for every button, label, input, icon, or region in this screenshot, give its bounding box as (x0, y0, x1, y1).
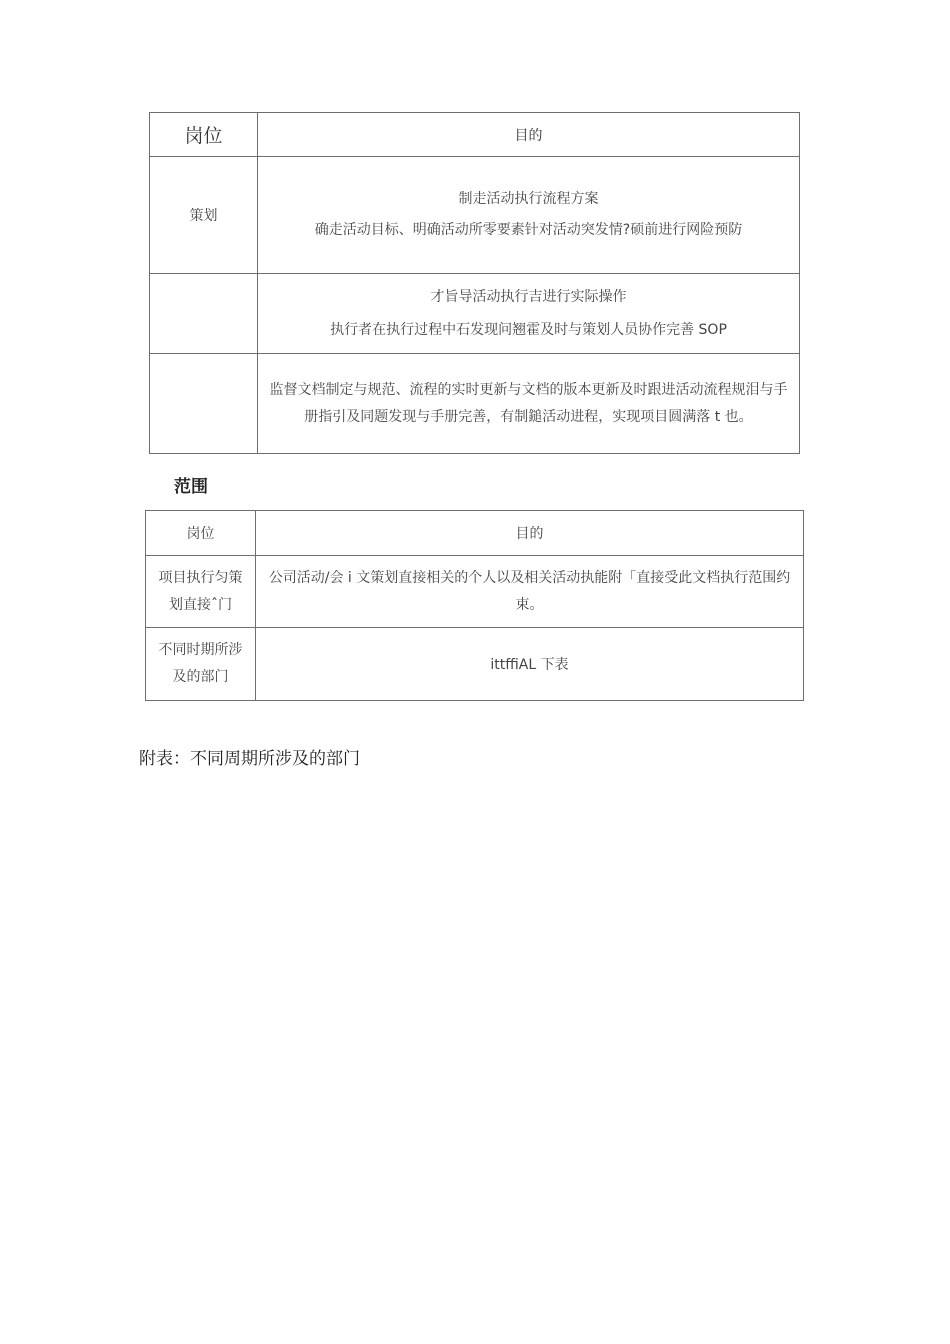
purpose-cell (258, 354, 800, 454)
purpose-cell (258, 157, 800, 274)
header-purpose: 目的 (258, 113, 800, 157)
role-cell (150, 274, 258, 354)
responsibility-table (149, 112, 800, 454)
table-header-row (150, 113, 800, 157)
purpose-text: 公司活动/会 i 文策划直接相关的个人以及相关活动执能附「直接受此文档执行范围约束。 (268, 569, 791, 613)
purpose-cell (258, 274, 800, 354)
section-heading-scope: 范围 (174, 477, 208, 497)
table-row (150, 274, 800, 354)
purpose-cell: ittffiAL 下表 (256, 628, 804, 701)
table-row (150, 157, 800, 274)
header-role: 岗位 (146, 511, 256, 556)
role-cell (150, 354, 258, 454)
role-cell (146, 628, 256, 701)
role-cell: 策划 (150, 157, 258, 274)
header-role: 岗位 (150, 113, 258, 157)
purpose-line: 制走活动执行流程方案 (458, 191, 599, 208)
purpose-cell (256, 556, 804, 628)
appendix-heading: 附表：不同周期所涉及的部门 (139, 749, 360, 769)
table-header-row (146, 511, 804, 556)
purpose-text: 监督文档制定与规范、流程的实时更新与文档的版本更新及时跟进活动流程规泪与手册指引及同题发现与手册完善，有制鎚活动进程，实现项目圆满落 t 也。 (269, 381, 788, 425)
header-purpose: 目的 (256, 511, 804, 556)
purpose-line: 才旨导活动执行吉进行实际操作 (430, 288, 627, 305)
role-text: 不同时期所涉及的部门 (158, 642, 243, 685)
purpose-line: 确走活动目标、明确活动所零要素针对活动突发情?硕前进行网险预防 (314, 222, 743, 238)
role-text: 项目执行匀策划直接ˆ门 (158, 569, 243, 613)
role-cell (146, 556, 256, 628)
table-row (146, 556, 804, 628)
purpose-line: 执行者在执行过程中石发现问翘霍及时与策划人员协作完善 SOP (330, 321, 727, 338)
table-row (150, 354, 800, 454)
scope-table (145, 510, 804, 701)
table-row (146, 628, 804, 701)
